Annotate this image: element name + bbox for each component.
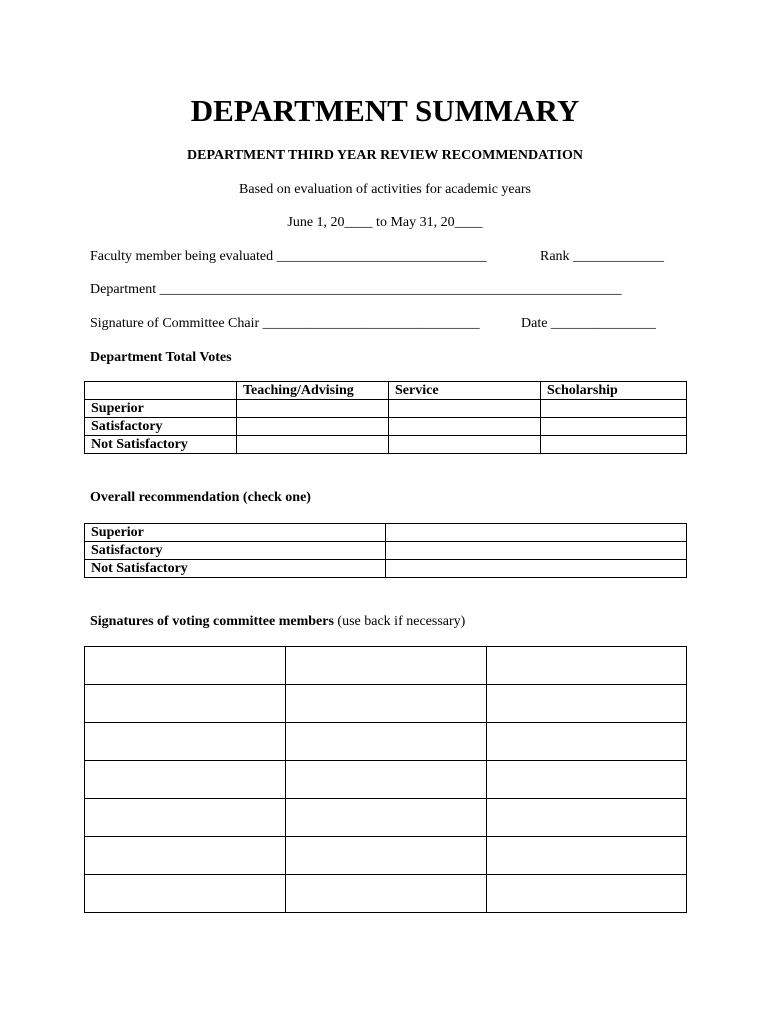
row-label-not-satisfactory: Not Satisfactory xyxy=(85,436,237,454)
table-row xyxy=(85,875,687,913)
vote-cell[interactable] xyxy=(389,400,541,418)
table-row xyxy=(85,524,687,542)
row-label-satisfactory: Satisfactory xyxy=(85,542,386,560)
signature-cell[interactable] xyxy=(286,875,487,913)
signature-cell[interactable] xyxy=(487,875,687,913)
table-row xyxy=(85,436,687,454)
signature-cell[interactable] xyxy=(85,837,286,875)
page-title: DEPARTMENT SUMMARY xyxy=(190,93,580,128)
signature-cell[interactable] xyxy=(286,799,487,837)
signatures-heading xyxy=(90,614,465,630)
page-subtitle: DEPARTMENT THIRD YEAR REVIEW RECOMMENDATION xyxy=(187,148,583,163)
table-row xyxy=(85,382,687,400)
votes-corner-cell xyxy=(85,382,237,400)
row-label-satisfactory: Satisfactory xyxy=(85,418,237,436)
signature-cell[interactable] xyxy=(85,647,286,685)
vote-cell[interactable] xyxy=(389,436,541,454)
signature-cell[interactable] xyxy=(85,799,286,837)
signature-cell[interactable] xyxy=(286,837,487,875)
rank-field[interactable]: Rank _____________ xyxy=(540,249,665,264)
row-label-superior: Superior xyxy=(85,524,386,542)
overall-heading: Overall recommendation (check one) xyxy=(90,490,311,505)
signature-cell[interactable] xyxy=(85,761,286,799)
signature-cell[interactable] xyxy=(286,761,487,799)
vote-cell[interactable] xyxy=(237,436,389,454)
table-row xyxy=(85,400,687,418)
signature-cell[interactable] xyxy=(286,685,487,723)
date-field[interactable]: Date _______________ xyxy=(521,316,656,331)
vote-cell[interactable] xyxy=(237,400,389,418)
vote-cell[interactable] xyxy=(237,418,389,436)
votes-heading: Department Total Votes xyxy=(90,350,232,365)
faculty-member-field[interactable]: Faculty member being evaluated ______________________________ xyxy=(90,249,487,264)
table-row xyxy=(85,560,687,578)
date-range-field[interactable]: June 1, 20____ to May 31, 20____ xyxy=(287,215,483,230)
signature-cell[interactable] xyxy=(487,799,687,837)
column-header-service: Service xyxy=(389,382,541,400)
vote-cell[interactable] xyxy=(541,400,687,418)
signature-cell[interactable] xyxy=(487,647,687,685)
table-row xyxy=(85,761,687,799)
committee-chair-signature-field[interactable]: Signature of Committee Chair _______________________________ xyxy=(90,316,480,331)
signatures-heading-bold: Signatures of voting committee members xyxy=(90,614,334,629)
column-header-teaching: Teaching/Advising xyxy=(237,382,389,400)
vote-cell[interactable] xyxy=(389,418,541,436)
check-cell[interactable] xyxy=(386,560,687,578)
row-label-not-satisfactory: Not Satisfactory xyxy=(85,560,386,578)
table-row xyxy=(85,647,687,685)
signature-cell[interactable] xyxy=(487,685,687,723)
signatures-heading-note: (use back if necessary) xyxy=(337,614,466,629)
academic-years-text: Based on evaluation of activities for academic years xyxy=(239,182,531,197)
table-row xyxy=(85,542,687,560)
signatures-table xyxy=(84,646,687,913)
table-row xyxy=(85,418,687,436)
signature-cell[interactable] xyxy=(286,723,487,761)
department-field[interactable]: Department __________________________________________________________________ xyxy=(90,282,622,297)
signature-cell[interactable] xyxy=(487,837,687,875)
vote-cell[interactable] xyxy=(541,436,687,454)
signature-cell[interactable] xyxy=(487,723,687,761)
check-cell[interactable] xyxy=(386,542,687,560)
table-row xyxy=(85,799,687,837)
overall-table xyxy=(84,523,687,578)
table-row xyxy=(85,837,687,875)
signature-cell[interactable] xyxy=(85,723,286,761)
column-header-scholarship: Scholarship xyxy=(541,382,687,400)
vote-cell[interactable] xyxy=(541,418,687,436)
signature-cell[interactable] xyxy=(85,685,286,723)
table-row xyxy=(85,723,687,761)
signature-cell[interactable] xyxy=(286,647,487,685)
signature-cell[interactable] xyxy=(487,761,687,799)
check-cell[interactable] xyxy=(386,524,687,542)
votes-table xyxy=(84,381,687,454)
row-label-superior: Superior xyxy=(85,400,237,418)
table-row xyxy=(85,685,687,723)
signature-cell[interactable] xyxy=(85,875,286,913)
